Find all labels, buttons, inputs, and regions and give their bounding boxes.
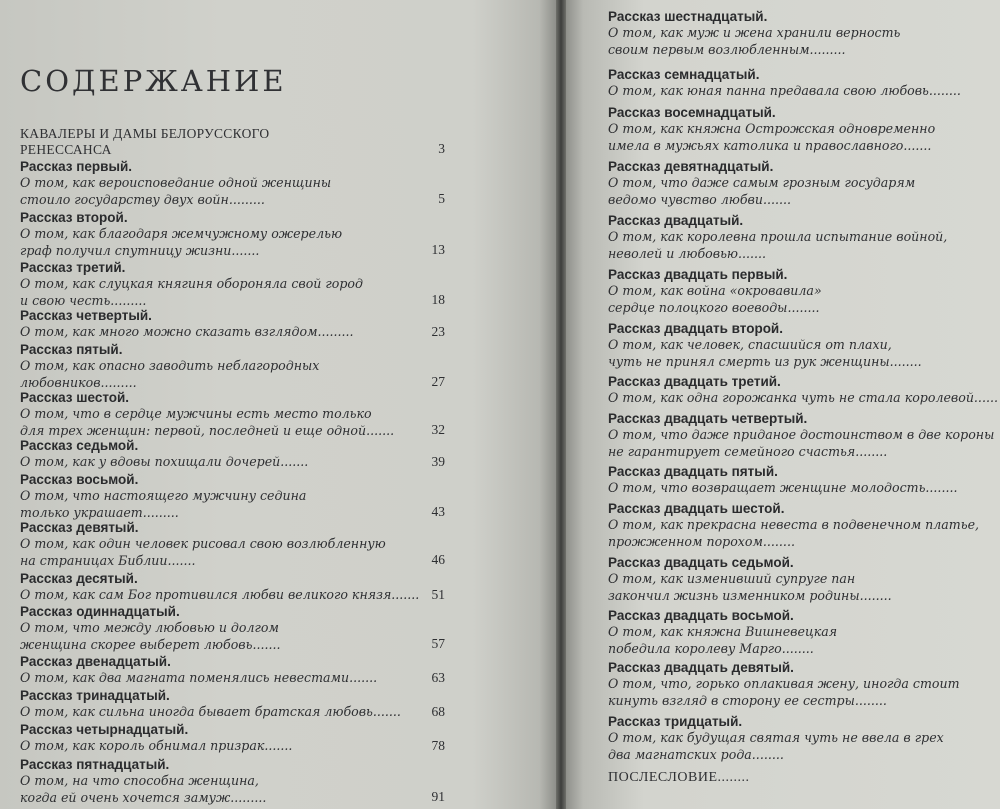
afterword-label: ПОСЛЕСЛОВИЕ........ xyxy=(608,770,750,785)
toc-entry xyxy=(608,266,1000,316)
entry-description: О том, как опасно заводить неблагородных xyxy=(20,358,320,373)
entry-heading: Рассказ двадцать первый. xyxy=(608,267,788,282)
toc-entry xyxy=(608,713,1000,763)
page-number: 5 xyxy=(438,191,445,206)
page-number: 23 xyxy=(431,323,445,339)
toc-entry xyxy=(608,659,1000,709)
entry-description: женщина скорее выберет любовь....... xyxy=(20,636,281,652)
page-number: 46 xyxy=(431,552,445,567)
entry-heading: Рассказ двадцать четвертый. xyxy=(608,411,808,426)
entry-description: любовников......... xyxy=(20,374,137,390)
entry-heading: Рассказ двадцать восьмой. xyxy=(608,608,794,623)
entry-description: прожженном порохом........ xyxy=(608,533,795,549)
entry-description: когда ей очень хочется замуж......... xyxy=(20,789,267,805)
entry-description: граф получил спутницу жизни....... xyxy=(20,242,260,258)
entry-description: сердце полоцкого воеводы........ xyxy=(608,299,820,315)
entry-description: О том, как королевна прошла испытание войной, xyxy=(608,229,948,244)
entry-description: на страницах Библии....... xyxy=(20,552,196,568)
toc-entry xyxy=(608,607,1000,657)
entry-description: О том, что возвращает женщине молодость........ xyxy=(608,480,958,495)
entry-description: О том, как два магната поменялись невестами....... xyxy=(20,670,378,685)
page-number: 57 xyxy=(431,636,445,651)
contents-title: СОДЕРЖАНИЕ xyxy=(20,64,287,98)
entry-description: О том, как вероисповедание одной женщины xyxy=(20,175,332,190)
entry-heading: Рассказ девятый. xyxy=(20,520,139,535)
toc-entry xyxy=(20,209,445,259)
entry-description: закончил жизнь изменником родины........ xyxy=(608,587,892,603)
entry-description: имела в мужьях католика и православного....... xyxy=(608,137,932,153)
entry-description: два магнатских рода........ xyxy=(608,746,784,762)
entry-description: О том, как благодаря жемчужному ожерелью xyxy=(20,226,343,241)
entry-description: О том, как человек, спасшийся от плахи, xyxy=(608,337,892,352)
entry-description: О том, как юная панна предавала свою любовь........ xyxy=(608,83,961,98)
entry-description: О том, как муж и жена хранили верность xyxy=(608,25,901,40)
entry-heading: Рассказ двадцать пятый. xyxy=(608,464,778,479)
afterword-entry xyxy=(608,770,1000,786)
toc-entry xyxy=(20,519,445,569)
entry-heading: Рассказ двадцать третий. xyxy=(608,374,781,389)
entry-description: О том, как будущая святая чуть не ввела в грех xyxy=(608,730,944,745)
page-number: 51 xyxy=(431,586,445,602)
entry-heading: Рассказ восемнадцатый. xyxy=(608,105,776,120)
entry-heading: Рассказ пятый. xyxy=(20,342,123,357)
toc-entry xyxy=(20,756,445,806)
entry-description: О том, как много можно сказать взглядом......... xyxy=(20,324,354,339)
toc-entry xyxy=(608,104,1000,154)
entry-description: О том, на что способна женщина, xyxy=(20,773,259,788)
toc-entry xyxy=(20,389,445,439)
entry-heading: Рассказ двенадцатый. xyxy=(20,654,171,669)
entry-description: О том, как изменивший супруге пан xyxy=(608,571,856,586)
toc-entry xyxy=(20,687,445,721)
entry-description: О том, как прекрасна невеста в подвенечном платье, xyxy=(608,517,980,532)
entry-heading: Рассказ тридцатый. xyxy=(608,714,743,729)
entry-description: О том, что между любовью и долгом xyxy=(20,620,279,635)
entry-heading-cont: РЕНЕССАНСА xyxy=(20,142,112,157)
entry-description: стоило государству двух войн......... xyxy=(20,191,265,207)
toc-entry xyxy=(608,373,1000,407)
toc-entry xyxy=(20,653,445,687)
page-number: 32 xyxy=(431,422,445,437)
entry-heading: Рассказ тринадцатый. xyxy=(20,688,170,703)
page-number: 39 xyxy=(431,453,445,469)
entry-description: О том, как сам Бог противился любви великого князя....... xyxy=(20,587,420,602)
toc-entry xyxy=(20,603,445,653)
right-page xyxy=(566,0,1000,809)
entry-heading: Рассказ шестнадцатый. xyxy=(608,9,768,24)
entry-description: О том, что в сердце мужчины есть место только xyxy=(20,406,372,421)
toc-entry xyxy=(608,554,1000,604)
entry-description: и свою честь......... xyxy=(20,292,147,308)
entry-heading: Рассказ четвертый. xyxy=(20,308,152,323)
entry-heading: Рассказ седьмой. xyxy=(20,438,139,453)
entry-description: О том, как княжна Острожская одновременно xyxy=(608,121,936,136)
toc-entry xyxy=(20,437,445,471)
entry-heading: Рассказ одиннадцатый. xyxy=(20,604,180,619)
entry-description: О том, как король обнимал призрак....... xyxy=(20,738,293,753)
toc-entry xyxy=(20,341,445,391)
entry-heading: Рассказ пятнадцатый. xyxy=(20,757,170,772)
toc-entry xyxy=(20,721,445,755)
entry-heading: Рассказ двадцатый. xyxy=(608,213,744,228)
entry-description: победила королеву Марго........ xyxy=(608,640,814,656)
page-number: 13 xyxy=(431,242,445,257)
entry-description: О том, что, горько оплакивая жену, иногда стоит xyxy=(608,676,960,691)
toc-entry xyxy=(608,212,1000,262)
entry-heading: Рассказ двадцать шестой. xyxy=(608,501,785,516)
entry-heading: Рассказ двадцать девятый. xyxy=(608,660,794,675)
entry-description: ведомо чувство любви....... xyxy=(608,191,792,207)
toc-entry xyxy=(608,410,1000,460)
toc-entry xyxy=(20,471,445,521)
entry-heading: Рассказ двадцать седьмой. xyxy=(608,555,794,570)
book-gutter xyxy=(556,0,566,809)
toc-entry xyxy=(20,259,445,309)
toc-entry xyxy=(20,307,445,341)
entry-description: О том, как у вдовы похищали дочерей....... xyxy=(20,454,309,469)
entry-heading: Рассказ семнадцатый. xyxy=(608,67,760,82)
entry-heading: Рассказ девятнадцатый. xyxy=(608,159,774,174)
entry-heading: Рассказ десятый. xyxy=(20,571,138,586)
entry-heading: Рассказ второй. xyxy=(20,210,128,225)
page-number: 3 xyxy=(438,141,445,156)
entry-description: кинуть взгляд в сторону ее сестры........ xyxy=(608,692,887,708)
toc-entry xyxy=(20,570,445,604)
entry-description: О том, как сильна иногда бывает братская любовь....... xyxy=(20,704,401,719)
entry-description: О том, как слуцкая княгиня обороняла свой город xyxy=(20,276,363,291)
entry-heading: КАВАЛЕРЫ И ДАМЫ БЕЛОРУССКОГО xyxy=(20,126,270,141)
entry-heading: Рассказ двадцать второй. xyxy=(608,321,783,336)
toc-entry-intro xyxy=(20,126,445,158)
toc-entry xyxy=(608,500,1000,550)
entry-heading: Рассказ четырнадцатый. xyxy=(20,722,189,737)
entry-description: О том, как война «окровавила» xyxy=(608,283,822,298)
entry-heading: Рассказ шестой. xyxy=(20,390,130,405)
toc-entry xyxy=(20,158,445,208)
toc-entry xyxy=(608,320,1000,370)
page-number: 18 xyxy=(431,292,445,307)
entry-description: своим первым возлюбленным......... xyxy=(608,41,846,57)
entry-description: О том, что настоящего мужчину седина xyxy=(20,488,307,503)
entry-description: чуть не принял смерть из рук женщины........ xyxy=(608,353,922,369)
entry-description: не гарантирует семейного счастья........ xyxy=(608,443,888,459)
entry-description: О том, как одна горожанка чуть не стала королевой...... xyxy=(608,390,998,405)
entry-description: только украшает......... xyxy=(20,504,179,520)
entry-description: О том, как один человек рисовал свою возлюбленную xyxy=(20,536,386,551)
entry-heading: Рассказ третий. xyxy=(20,260,126,275)
entry-description: неволей и любовью....... xyxy=(608,245,767,261)
toc-entry xyxy=(608,66,1000,100)
page-number: 27 xyxy=(431,374,445,389)
page-number: 91 xyxy=(431,789,445,804)
entry-description: О том, что даже самым грозным государям xyxy=(608,175,916,190)
toc-entry xyxy=(608,8,1000,58)
entry-description: О том, как княжна Вишневецкая xyxy=(608,624,838,639)
page-number: 43 xyxy=(431,504,445,519)
toc-entry xyxy=(608,463,1000,497)
entry-description: для трех женщин: первой, последней и еще одной....... xyxy=(20,422,395,438)
page-number: 78 xyxy=(431,737,445,753)
entry-description: О том, что даже приданое достоинством в две короны xyxy=(608,427,995,442)
page-number: 68 xyxy=(431,703,445,719)
entry-heading: Рассказ восьмой. xyxy=(20,472,139,487)
page-number: 63 xyxy=(431,669,445,685)
toc-entry xyxy=(608,158,1000,208)
entry-heading: Рассказ первый. xyxy=(20,159,133,174)
